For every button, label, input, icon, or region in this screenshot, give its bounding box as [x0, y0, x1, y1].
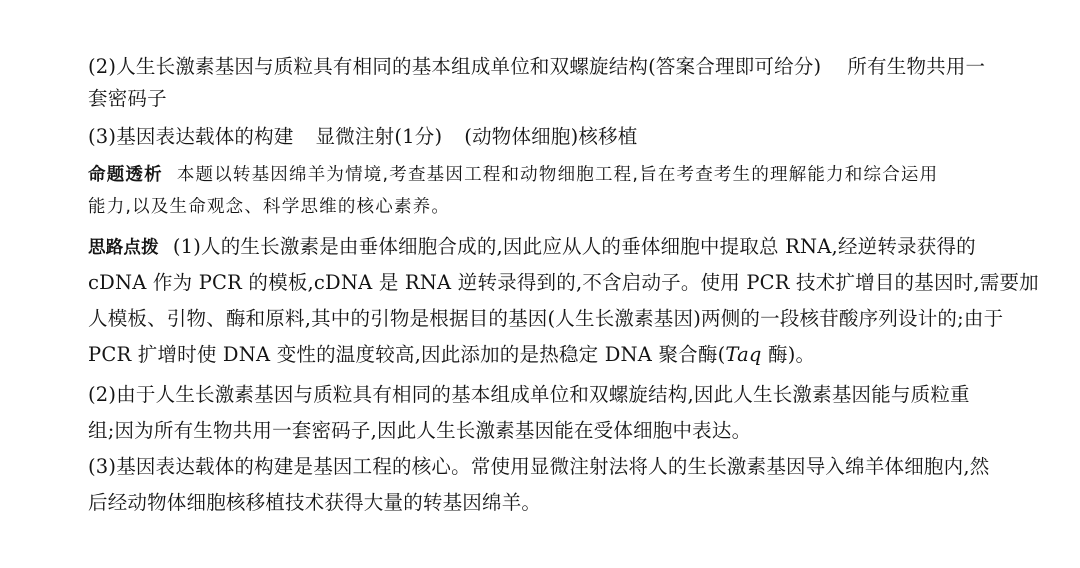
answer-part2-text: (2)人生长激素基因与质粒具有相同的基本组成单位和双螺旋结构(答案合理即可给分) [88, 55, 822, 78]
answer-part3-construct: (3)基因表达载体的构建 [88, 125, 294, 148]
taq-italic-text: Taq [725, 343, 762, 366]
guidance-p3-line1: (3)基因表达载体的构建是基因工程的核心。常使用显微注射法将人的生长激素基因导入绵羊体细胞内,然 [88, 455, 990, 478]
answer-part3-line [88, 122, 1048, 152]
answer-part3-transfer: (动物体细胞)核移植 [464, 125, 638, 148]
analysis-label: 命题透析 [88, 165, 163, 185]
guidance-p1-text-4a: PCR 扩增时使 DNA 变性的温度较高,因此添加的是热稳定 DNA 聚合酶( [88, 343, 726, 366]
answer-part2-line1 [88, 52, 1048, 82]
answer-part2-codon-text: 所有生物共用一 [847, 55, 986, 78]
guidance-p1-line1 [88, 232, 1048, 263]
analysis-line2: 能力,以及生命观念、科学思维的核心素养。 [88, 197, 451, 217]
answer-part2-line2: 套密码子 [88, 87, 167, 110]
guidance-p3-line2: 后经动物体细胞核移植技术获得大量的转基因绵羊。 [88, 491, 542, 514]
guidance-label: 思路点拨 [88, 238, 159, 258]
analysis-text-1: 本题以转基因绵羊为情境,考查基因工程和动物细胞工程,旨在考查考生的理解能力和综合运用 [176, 165, 939, 185]
answer-part3-injection: 显微注射(1分) [315, 125, 443, 148]
guidance-p1-line4 [88, 340, 1048, 370]
guidance-p1-text-1: (1)人的生长激素是由垂体细胞合成的,因此应从人的垂体细胞中提取总 RNA,经逆转录获得的 [172, 235, 976, 258]
guidance-p2-line2: 组;因为所有生物共用一套密码子,因此人生长激素基因能在受体细胞中表达。 [88, 419, 752, 442]
guidance-p2-line1: (2)由于人生长激素基因与质粒具有相同的基本组成单位和双螺旋结构,因此人生长激素基因能与质粒重 [88, 383, 970, 406]
analysis-line1 [88, 160, 1048, 190]
guidance-p1-line3: 人模板、引物、酶和原料,其中的引物是根据目的基因(人生长激素基因)两侧的一段核苷酸序列设计的;由于 [88, 307, 1004, 330]
guidance-p1-line2: cDNA 作为 PCR 的模板,cDNA 是 RNA 逆转录得到的,不含启动子。使用 PCR 技术扩增目的基因时,需要加 [88, 271, 1039, 294]
guidance-p1-text-4b: 酶)。 [761, 343, 816, 366]
